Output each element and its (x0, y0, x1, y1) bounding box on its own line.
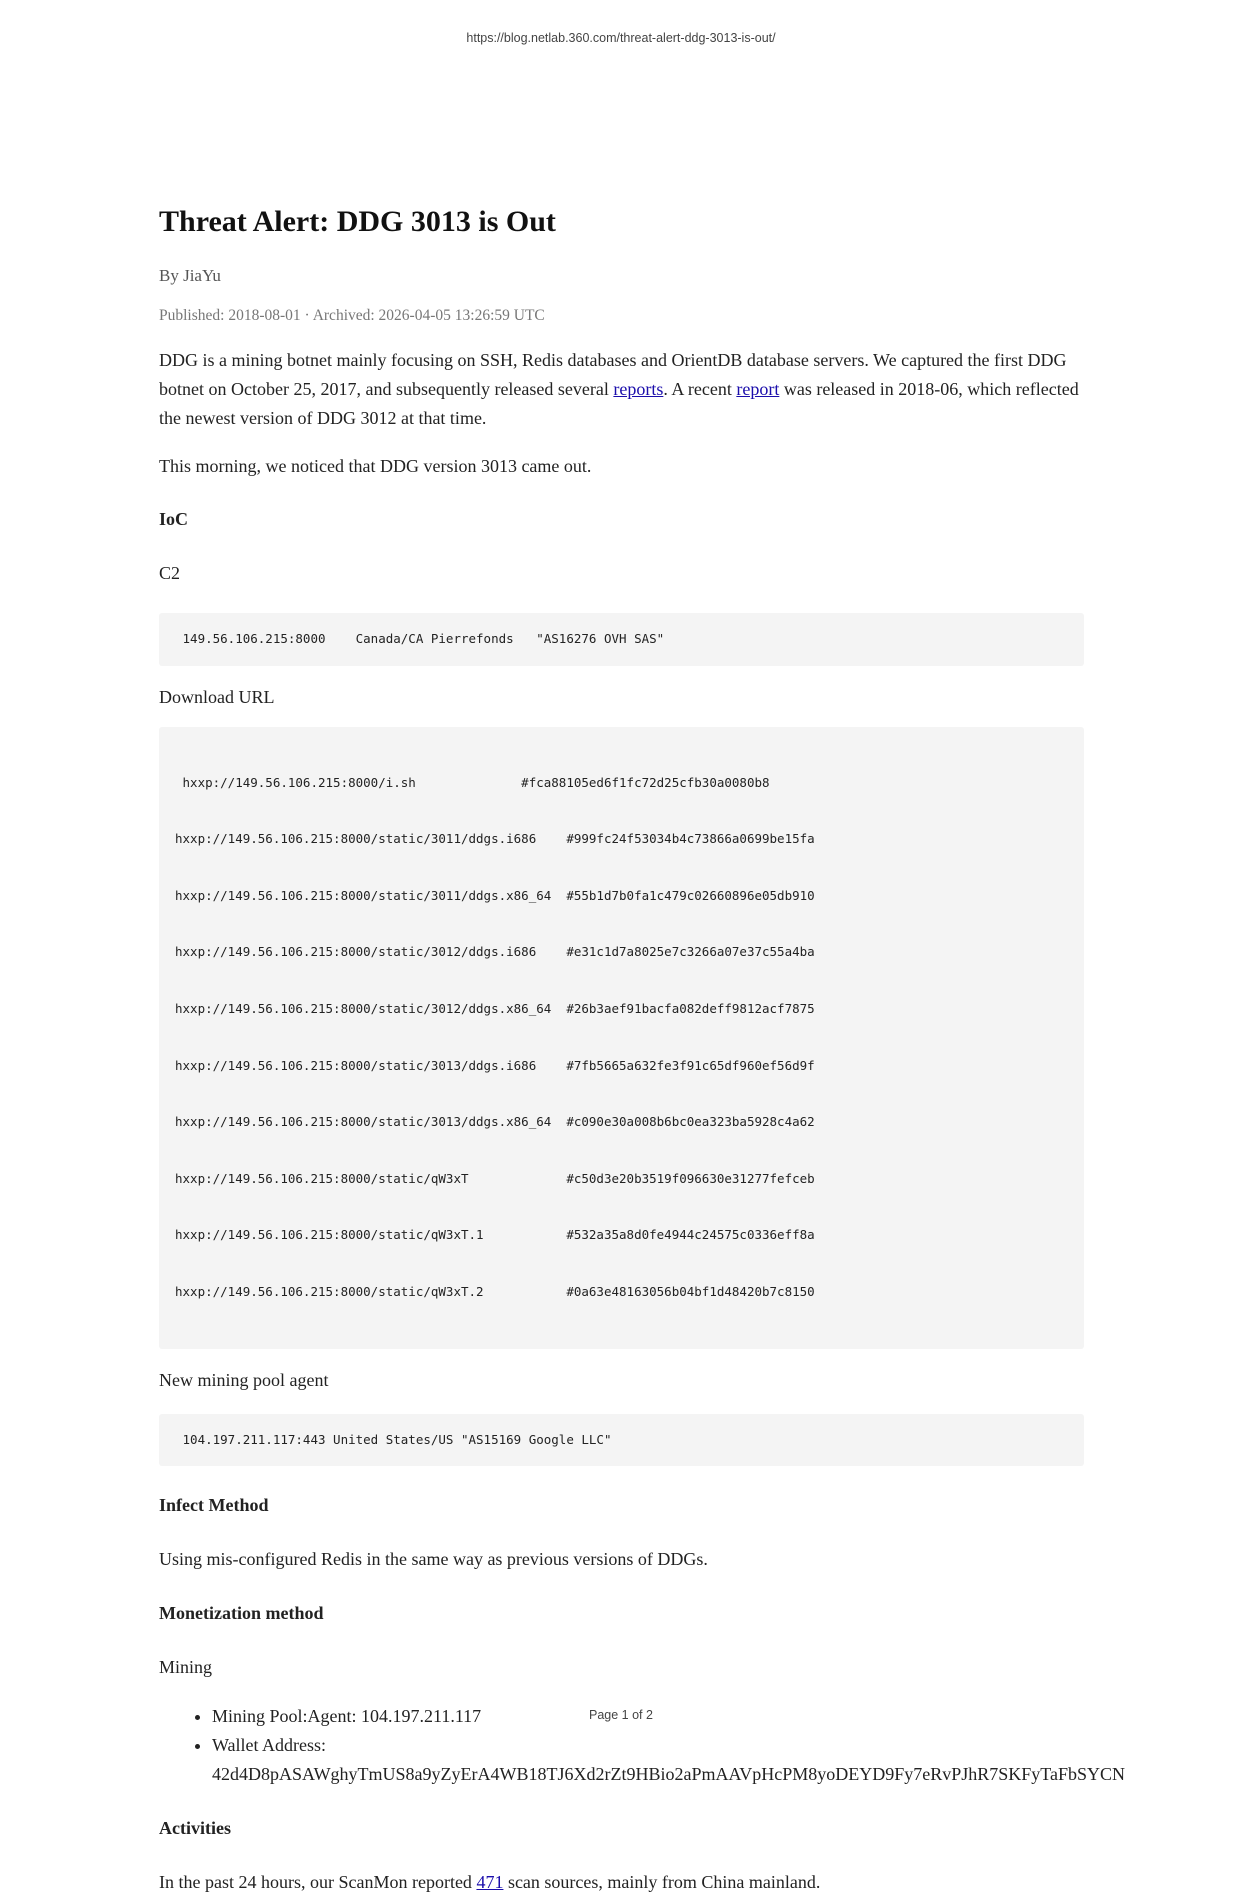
infect-method-heading: Infect Method (159, 1495, 269, 1516)
mining-pool-code-block (159, 1414, 1084, 1467)
wallet-address-container (212, 1760, 1212, 1789)
intro-text-3: was released in 2018-06, which reflected the newest version of DDG 3012 at that time. (159, 379, 1079, 428)
morning-paragraph: This morning, we noticed that DDG version 3013 came out. (159, 456, 592, 476)
ioc-heading: IoC (159, 509, 189, 529)
scan-sources-link[interactable]: 471 (476, 1872, 504, 1893)
code-line: hxxp://149.56.106.215:8000/static/3012/ddgs.i686 #e31c1d7a8025e7c3266a07e37c55a4ba (175, 944, 815, 960)
activities-text-1: In the past 24 hours, our ScanMon reported (159, 1872, 477, 1893)
mining-pool-agent-label: New mining pool agent (159, 1369, 329, 1390)
c2-label: C2 (159, 563, 181, 583)
code-line: hxxp://149.56.106.215:8000/i.sh #fca88105ed6f1fc72d25cfb30a0080b8 (175, 774, 770, 790)
code-line: hxxp://149.56.106.215:8000/static/qW3xT.2 #0a63e48163056b04bf1d48420b7c8150 (175, 1283, 815, 1299)
code-line: hxxp://149.56.106.215:8000/static/3013/ddgs.x86_64 #c090e30a008b6bc0ea323ba5928c4a62 (175, 1114, 815, 1130)
list-item (212, 1731, 1125, 1789)
publish-meta: Published: 2018-08-01 · Archived: 2026-04-05 13:26:59 UTC (159, 307, 545, 324)
mining-label: Mining (159, 1657, 213, 1678)
wallet-label: • Wallet Address: (212, 1735, 327, 1756)
activities-heading: Activities (159, 1818, 231, 1839)
wallet-address: 42d4D8pASAWghyTmUS8a9yZyErA4WB18TJ6Xd2rZt9HBio2aPmAAVpHcPM8yoDEYD9Fy7eRvPJhR7SKFyTaFbSYCN (212, 1764, 1125, 1785)
code-line: 149.56.106.215:8000 Canada/CA Pierrefonds "AS16276 OVH SAS" (175, 631, 665, 646)
page-number: Page 1 of 2 (589, 1708, 653, 1722)
intro-text-1: DDG is a mining botnet mainly focusing on SSH, Redis databases and OrientDB database servers. We captured the first DDG botnet on October 25, 2017, and subsequently released several (159, 350, 1067, 399)
author-byline: By JiaYu (159, 266, 221, 285)
download-url-code-block (159, 727, 1084, 1349)
intro-paragraph (159, 346, 1084, 433)
activities-paragraph (159, 1868, 1084, 1897)
code-line: hxxp://149.56.106.215:8000/static/qW3xT #c50d3e20b3519f096630e31277fefceb (175, 1170, 815, 1186)
code-line: hxxp://149.56.106.215:8000/static/qW3xT.1 #532a35a8d0fe4944c24575c0336eff8a (175, 1227, 815, 1243)
mining-pool-text: Mining Pool:Agent: 104.197.211.117 (212, 1706, 482, 1727)
c2-code-block (159, 613, 1084, 666)
code-line: 104.197.211.117:443 United States/US "AS15169 Google LLC" (175, 1431, 612, 1447)
code-line: hxxp://149.56.106.215:8000/static/3013/ddgs.i686 #7fb5665a632fe3f91c65df960ef56d9f (175, 1057, 815, 1073)
page-url: https://blog.netlab.360.com/threat-alert-ddg-3013-is-out/ (466, 31, 776, 45)
report-link[interactable]: report (736, 379, 780, 399)
code-line: hxxp://149.56.106.215:8000/static/3011/ddgs.x86_64 #55b1d7b0fa1c479c02660896e05db910 (175, 887, 815, 903)
page-title: Threat Alert: DDG 3013 is Out (159, 205, 556, 238)
article (159, 200, 1125, 1897)
infect-method-text: Using mis-configured Redis in the same way as previous versions of DDGs. (159, 1549, 708, 1570)
download-url-label: Download URL (159, 686, 275, 707)
code-line: hxxp://149.56.106.215:8000/static/3011/ddgs.i686 #999fc24f53034b4c73866a0699be15fa (175, 831, 815, 847)
code-line: hxxp://149.56.106.215:8000/static/3012/ddgs.x86_64 #26b3aef91bacfa082deff9812acf7875 (175, 1000, 815, 1016)
reports-link[interactable]: reports (613, 379, 664, 399)
activities-text-2: scan sources, mainly from China mainland. (503, 1872, 821, 1893)
intro-text-2: . A recent (663, 379, 737, 399)
monetization-heading: Monetization method (159, 1603, 324, 1624)
